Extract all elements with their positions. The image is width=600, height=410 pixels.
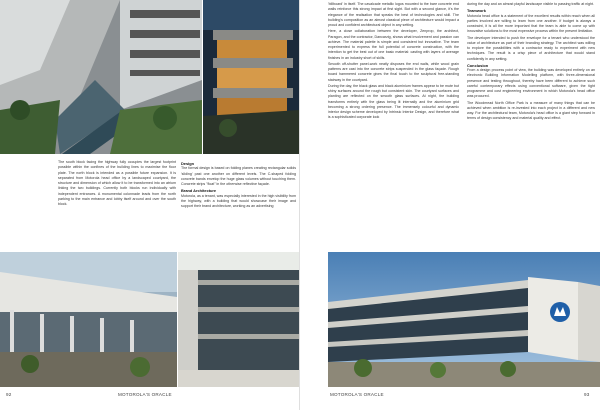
left-running-title: MOTOROLA'S ORACLE: [118, 392, 172, 397]
colonnade-photo: [0, 252, 177, 387]
right-page-number: 93: [584, 392, 590, 397]
collaboration-paragraph: Here, a close collaboration between the developer, Zenprop, the architect, Paragon, and the contractor, Dancarzig, shows what involvement and passion can achieve. The material palette is simple and consistent but innovative. The team experimented to express the full potential of concrete construction, with the intention to get the best out of one basic material: casting with layers of average finishes in an industry short of skills.: [328, 29, 459, 60]
brand-architecture-paragraph: Motorola, as a tenant, was especially interested in the high visibility from the highway, with a building that would showcase their image and support their brand architecture, working as an advertising: [181, 193, 296, 208]
design-paragraph: The formal design is based on folding planes creating rectangular solids 'sliding' past one another on different levels. The C-shaped folding concrete bands envelop the huge glass volumes without touching them. Concrete strips "float" in the otherwise reflective façade.: [181, 166, 296, 186]
motorola-building-photo: [328, 252, 600, 387]
facade-detail-photo: [178, 252, 300, 387]
teamwork-heading: Teamwork: [467, 8, 486, 14]
developer-paragraph: The developer intended to push the envelope for a tenant who understood the value of architecture as part of their branding strategy. The architect was willing to explore the possibilities with a contractor ready to experiment with new techniques. The result is a crisp piece of architecture that would stand confidently in any setting.: [467, 35, 595, 61]
landscape-paragraph: during the day and an almost playful landscape visible to passing traffic at night.: [467, 2, 594, 6]
conclusion-paragraph-1: From a design process point of view, the building was developed entirely on an electronic Building Information Modelling platform, with three-dimensional presence and testing throughout, thereby have been different to achieve such careful contemporary effects using conventional software, given the tight programme and cost engineering environment in which Motorola's head office was procured.: [467, 68, 595, 99]
courtyard-water-photo: [0, 0, 202, 154]
finishes-paragraph: Smooth off-shutter panel-work neatly disposes the end walls, while wood grain patterns are cast into the concrete strips suspended in the glass façade. Rough board hammered concrete gives the final touch to the sculptural free-standing stairway in the courtyard.: [328, 61, 459, 82]
design-text-column: [181, 160, 296, 210]
billboard-paragraph: 'billboard' in itself. The cavalcade metallic logos mounted to the bare concrete end walls reinforce this strong impact at first sight. But with a second glance, it's the elegance of the realisation that speaks the best of technologies and skill. The building's composition as an almost classical piece of architecture would impact a proud and confident architectural object in any setting.: [328, 2, 459, 27]
right-running-title: MOTOROLA'S ORACLE: [330, 392, 384, 397]
caption-text-column: [58, 160, 176, 208]
right-page: [300, 0, 600, 410]
teamwork-paragraph: Motorola head office is a statement of the excellent results within reach when all parties involved are willing to learn from one another. If budget is always a constraint, it is all the more important that the team is able to come up with innovative solutions to the most expensive process within the present limitation.: [467, 13, 595, 34]
right-text-column-1: [328, 2, 459, 122]
day-night-paragraph: During the day, the black glass and black aluminium frames appear to be mute but shiny surfaces around the rough but consistent skin. The courtyard surfaces and planting are reflected on the smooth glass surfaces. At night, the building transforms entirely with the glass being lit internally and the aluminium grid becoming a strong ordering presence. The immensely colourful and dynamic interior design scheme developed by Intrinsic Interior Design, and therefore what is a sophisticated corporate look: [328, 83, 459, 120]
conclusion-paragraph-2: The Woodmead North Office Park is a measure of many things that can be achieved when ambition is re-invested into each project in a different and new way. For the architectural team, Motorola's head office is a giant step forward in terms of design consistency and material quality and effect.: [467, 100, 595, 121]
right-text-column-2: [467, 2, 595, 123]
left-page-number: 92: [6, 392, 12, 397]
atrium-night-photo: [203, 0, 300, 154]
conclusion-heading: Conclusion: [467, 62, 489, 68]
caption-paragraph: The south block facing the highway fully occupies the largest footprint possible within the confines of the building lines to maximise the floor plate. The north block is intended as a possible future expansion. It is separated from Motorola head office by a landscaped courtyard, the structure and dimension of which allow it to be transformed into an atrium linking the two buildings. Currently both blocks run individually with independent entrances. A monumental colonnade leads from the north parking to the main entrance and lobby itself around and over the south block.: [58, 160, 176, 206]
brand-architecture-heading: Brand Architecture: [181, 188, 217, 194]
design-heading: Design: [181, 161, 194, 166]
